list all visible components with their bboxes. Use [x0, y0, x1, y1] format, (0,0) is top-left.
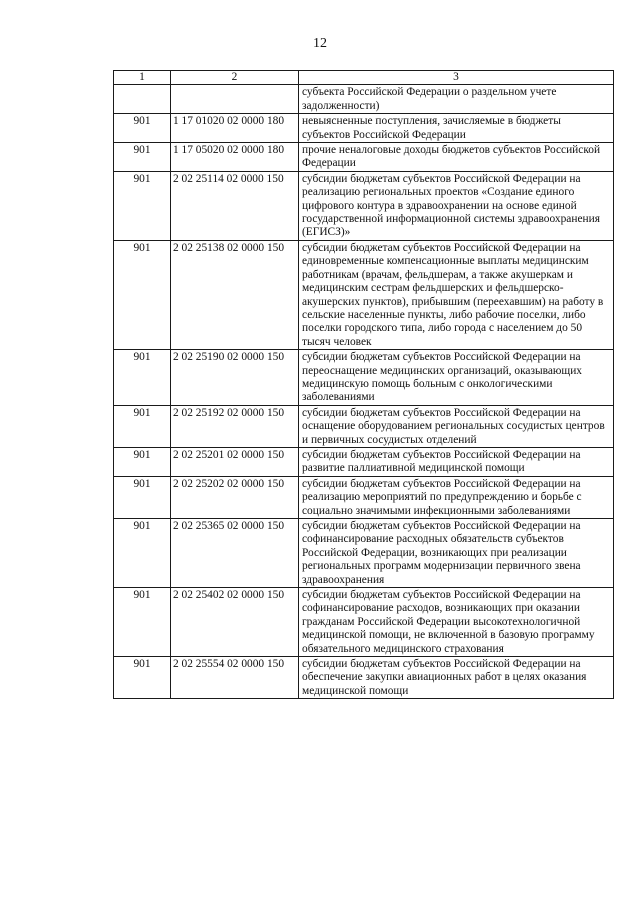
table-row	[114, 405, 614, 447]
budget-code-cell: 2 02 25365 02 0000 150	[171, 519, 299, 588]
description-cell: субсидии бюджетам субъектов Российской Федерации на реализацию мероприятий по предупреждению и борьбе с социально значимыми инфекционными заболеваниями	[299, 476, 614, 518]
description-cell: субсидии бюджетам субъектов Российской Федерации на обеспечение закупки авиационных работ в целях оказания медицинской помощи	[299, 657, 614, 699]
description-cell: субсидии бюджетам субъектов Российской Федерации на единовременные компенсационные выплаты медицинским работникам (врачам, фельдшерам, а также акушеркам и медицинским сестрам фельдшерских и фельдшерско-акушерских пунктов), прибывшим (переехавшим) на работу в сельские населенные пункты, либо рабочие поселки, либо поселки городского типа, либо города с населением до 50 тысяч человек	[299, 240, 614, 349]
budget-code-cell: 2 02 25190 02 0000 150	[171, 350, 299, 406]
description-cell: субсидии бюджетам субъектов Российской Федерации на реализацию региональных проектов «Создание единого цифрового контура в здравоохранении на основе единой государственной информационной системы здравоохранения (ЕГИСЗ)»	[299, 171, 614, 240]
description-cell: субъекта Российской Федерации о раздельном учете задолженности)	[299, 85, 614, 114]
description-cell: субсидии бюджетам субъектов Российской Федерации на софинансирование расходов, возникающих при оказании гражданам Российской Федерации высокотехнологичной медицинской помощи, не включенной в базовую программу обязательного медицинского страхования	[299, 588, 614, 657]
admin-code-cell: 901	[114, 657, 171, 699]
budget-code-cell: 1 17 05020 02 0000 180	[171, 143, 299, 172]
admin-code-cell: 901	[114, 519, 171, 588]
admin-code-cell: 901	[114, 240, 171, 349]
table-row	[114, 350, 614, 406]
admin-code-cell: 901	[114, 143, 171, 172]
table-row	[114, 240, 614, 349]
revenue-classification-table	[113, 70, 614, 699]
description-cell: невыясненные поступления, зачисляемые в бюджеты субъектов Российской Федерации	[299, 114, 614, 143]
page-number: 12	[313, 36, 327, 51]
admin-code-cell: 901	[114, 350, 171, 406]
budget-code-cell: 1 17 01020 02 0000 180	[171, 114, 299, 143]
admin-code-cell: 901	[114, 476, 171, 518]
table-row	[114, 143, 614, 172]
description-cell: субсидии бюджетам субъектов Российской Федерации на развитие паллиативной медицинской помощи	[299, 447, 614, 476]
header-col-1: 1	[114, 71, 171, 85]
admin-code-cell: 901	[114, 447, 171, 476]
admin-code-cell: 901	[114, 405, 171, 447]
description-cell: прочие неналоговые доходы бюджетов субъектов Российской Федерации	[299, 143, 614, 172]
header-col-3: 3	[299, 71, 614, 85]
budget-code-cell: 2 02 25192 02 0000 150	[171, 405, 299, 447]
budget-code-cell: 2 02 25202 02 0000 150	[171, 476, 299, 518]
description-cell: субсидии бюджетам субъектов Российской Федерации на переоснащение медицинских организаций, оказывающих медицинскую помощь больным с онкологическими заболеваниями	[299, 350, 614, 406]
description-cell: субсидии бюджетам субъектов Российской Федерации на оснащение оборудованием региональных сосудистых центров и первичных сосудистых отделений	[299, 405, 614, 447]
budget-code-cell: 2 02 25138 02 0000 150	[171, 240, 299, 349]
budget-code-cell: 2 02 25201 02 0000 150	[171, 447, 299, 476]
header-row	[114, 71, 614, 85]
admin-code-cell	[114, 85, 171, 114]
budget-code-cell: 2 02 25402 02 0000 150	[171, 588, 299, 657]
budget-code-cell: 2 02 25114 02 0000 150	[171, 171, 299, 240]
table-row	[114, 171, 614, 240]
table-row	[114, 447, 614, 476]
budget-code-cell	[171, 85, 299, 114]
table-row	[114, 519, 614, 588]
admin-code-cell: 901	[114, 588, 171, 657]
header-col-2: 2	[171, 71, 299, 85]
admin-code-cell: 901	[114, 171, 171, 240]
table-row	[114, 588, 614, 657]
table-row	[114, 657, 614, 699]
table-row	[114, 85, 614, 114]
admin-code-cell: 901	[114, 114, 171, 143]
budget-code-cell: 2 02 25554 02 0000 150	[171, 657, 299, 699]
table-row	[114, 114, 614, 143]
table-row	[114, 476, 614, 518]
description-cell: субсидии бюджетам субъектов Российской Федерации на софинансирование расходных обязательств субъектов Российской Федерации, возникающих при реализации региональных программ модернизации первичного звена здравоохранения	[299, 519, 614, 588]
